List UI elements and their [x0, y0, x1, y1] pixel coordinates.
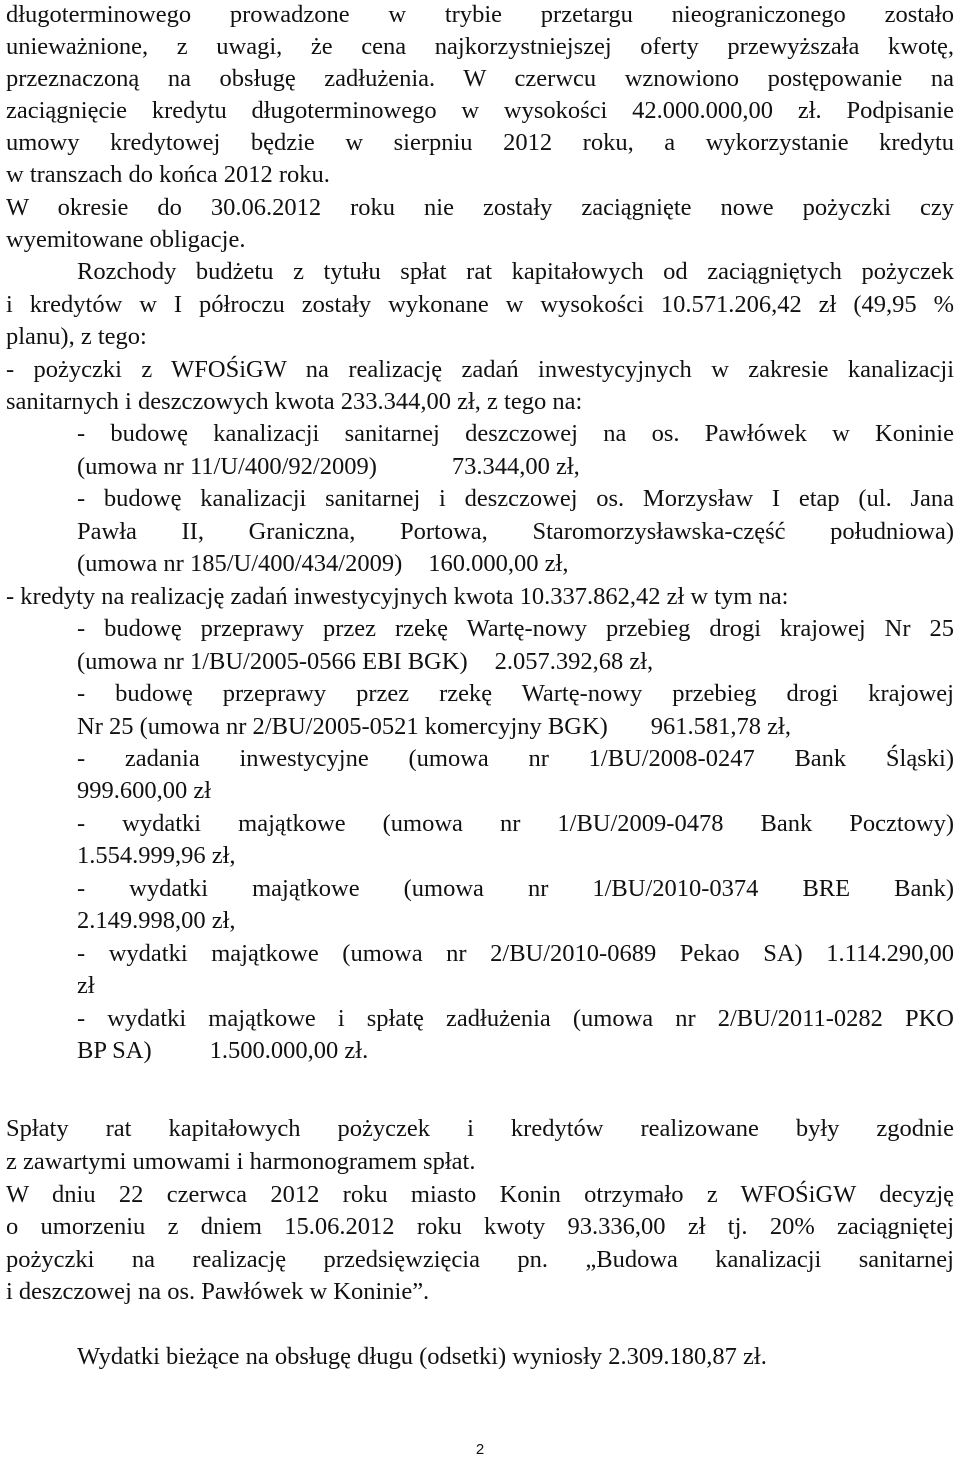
- text-line: planu), z tego:: [6, 323, 147, 350]
- text-line: - budowę przeprawy przez rzekę Wartę-nowy przebieg drogi krajowej: [77, 680, 954, 707]
- text-line: sanitarnych i deszczowych kwota 233.344,00 zł, z tego na:: [6, 388, 583, 415]
- text-line: 1.554.999,96 zł,: [77, 842, 236, 869]
- text-line: - wydatki majątkowe i spłatę zadłużenia (umowa nr 2/BU/2011-0282 PKO: [77, 1005, 954, 1032]
- text-line: - wydatki majątkowe (umowa nr 2/BU/2010-0689 Pekao SA) 1.114.290,00: [77, 940, 954, 967]
- text-line: Rozchody budżetu z tytułu spłat rat kapitałowych od zaciągniętych pożyczek: [77, 258, 954, 285]
- text-line: Spłaty rat kapitałowych pożyczek i kredytów realizowane były zgodnie: [6, 1115, 954, 1142]
- text-line: - budowę kanalizacji sanitarnej deszczowej na os. Pawłówek w Koninie: [77, 420, 954, 447]
- amount: 2.057.392,68 zł,: [494, 648, 654, 675]
- text-line: - budowę przeprawy przez rzekę Wartę-nowy przebieg drogi krajowej Nr 25: [77, 615, 954, 642]
- text-line: - kredyty na realizację zadań inwestycyjnych kwota 10.337.862,42 zł w tym na:: [6, 583, 789, 610]
- amount: 961.581,78 zł,: [650, 713, 791, 740]
- text-line: [77, 1036, 954, 1066]
- text-line: i kredytów w I półroczu zostały wykonane w wysokości 10.571.206,42 zł (49,95 %: [6, 291, 954, 318]
- text-line: - pożyczki z WFOŚiGW na realizację zadań inwestycyjnych w zakresie kanalizacji: [6, 356, 954, 383]
- text-line: pożyczki na realizację przedsięwzięcia pn. „Budowa kanalizacji sanitarnej: [6, 1246, 954, 1273]
- text-line: - wydatki majątkowe (umowa nr 1/BU/2010-0374 BRE Bank): [77, 875, 954, 902]
- text-line: Pawła II, Graniczna, Portowa, Staromorzysławska-część południowa): [77, 518, 954, 545]
- contract-ref: (umowa nr 1/BU/2005-0566 EBI BGK): [77, 648, 468, 675]
- text-line: umowy kredytowej będzie w sierpniu 2012 roku, a wykorzystanie kredytu: [6, 129, 954, 156]
- amount: 73.344,00 zł,: [451, 453, 580, 480]
- text-line: [77, 452, 954, 482]
- text-line: z zawartymi umowami i harmonogramem spłat.: [6, 1148, 476, 1175]
- text-line: przeznaczoną na obsługę zadłużenia. W czerwcu wznowiono postępowanie na: [6, 65, 954, 92]
- text-line: - zadania inwestycyjne (umowa nr 1/BU/2008-0247 Bank Śląski): [77, 745, 954, 772]
- text-line: 999.600,00 zł: [77, 777, 212, 804]
- text-line: o umorzeniu z dniem 15.06.2012 roku kwoty 93.336,00 zł tj. 20% zaciągniętej: [6, 1213, 954, 1240]
- text-line: wyemitowane obligacje.: [6, 226, 246, 253]
- text-line: W dniu 22 czerwca 2012 roku miasto Konin otrzymało z WFOŚiGW decyzję: [6, 1181, 954, 1208]
- text-line: - budowę kanalizacji sanitarnej i deszczowej os. Morzysław I etap (ul. Jana: [77, 485, 954, 512]
- text-line: W okresie do 30.06.2012 roku nie zostały zaciągnięte nowe pożyczki czy: [6, 194, 954, 221]
- page-number: 2: [475, 1441, 485, 1458]
- text-line: unieważnione, z uwagi, że cena najkorzystniejszej oferty przewyższała kwotę,: [6, 33, 954, 60]
- text-line: w transzach do końca 2012 roku.: [6, 161, 330, 188]
- text-line: - wydatki majątkowe (umowa nr 1/BU/2009-0478 Bank Pocztowy): [77, 810, 954, 837]
- contract-ref: (umowa nr 185/U/400/434/2009): [77, 550, 403, 577]
- text-line: długoterminowego prowadzone w trybie przetargu nieograniczonego zostało: [6, 1, 954, 28]
- text-line: i deszczowej na os. Pawłówek w Koninie”.: [6, 1278, 430, 1305]
- contract-ref: Nr 25 (umowa nr 2/BU/2005-0521 komercyjny BGK): [77, 713, 608, 740]
- text-line: Wydatki bieżące na obsługę długu (odsetki) wyniosły 2.309.180,87 zł.: [77, 1343, 767, 1370]
- text-line: zł: [77, 972, 95, 999]
- text-line: [77, 647, 954, 677]
- contract-ref: (umowa nr 11/U/400/92/2009): [77, 453, 377, 480]
- text-line: zaciągnięcie kredytu długoterminowego w wysokości 42.000.000,00 zł. Podpisanie: [6, 97, 954, 124]
- amount: 1.500.000,00 zł.: [209, 1037, 369, 1064]
- text-line: [77, 712, 954, 742]
- text-line: 2.149.998,00 zł,: [77, 907, 236, 934]
- amount: 160.000,00 zł,: [428, 550, 569, 577]
- contract-ref: BP SA): [77, 1037, 152, 1064]
- text-line: [77, 549, 954, 579]
